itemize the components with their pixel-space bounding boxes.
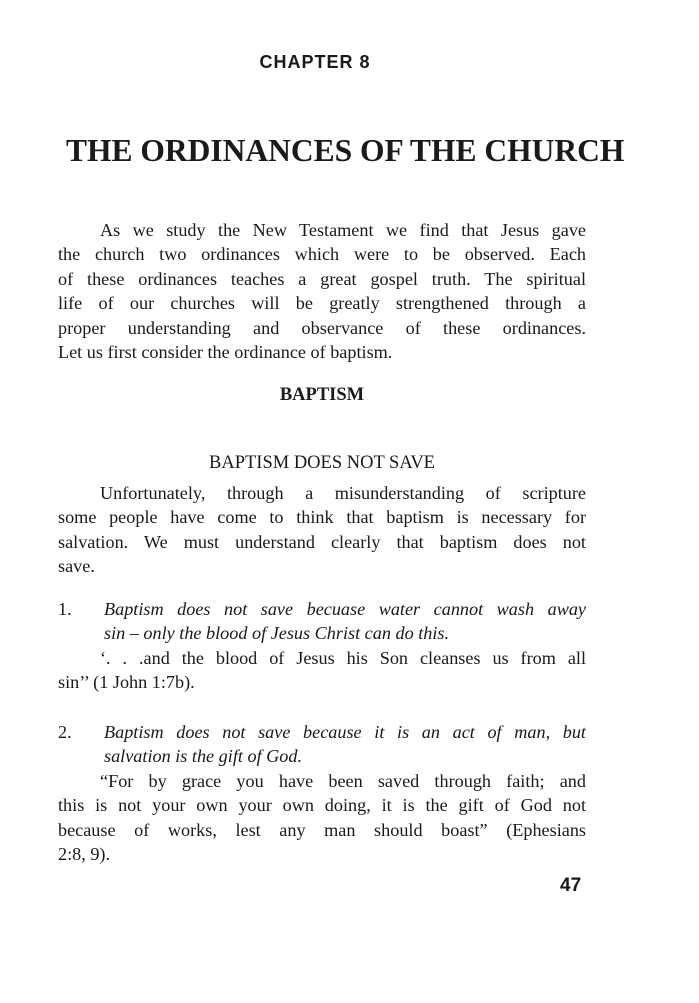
quote-line: ‘. . .and the blood of Jesus his Son cleanses us from all <box>100 647 586 668</box>
text-line: the church two ordinances which were to be observed. Each <box>58 244 586 265</box>
chapter-label: CHAPTER 8 <box>259 52 371 72</box>
point-statement-line: sin – only the blood of Jesus Christ can do this. <box>104 623 450 644</box>
quote-line: sin’’ (1 John 1:7b). <box>58 672 195 693</box>
point-statement-line: Baptism does not save because it is an act of man, but <box>104 722 586 742</box>
text-line: Let us first consider the ordinance of baptism. <box>58 341 393 362</box>
quote-line: 2:8, 9). <box>58 843 111 864</box>
text-line: Unfortunately, through a misunderstanding of scripture <box>100 483 586 503</box>
quote-line: “For by grace you have been saved through faith; and <box>100 770 586 791</box>
paragraph-2 <box>58 481 586 579</box>
quote-line: because of works, lest any man should boast” (Ephesians <box>58 819 586 840</box>
text-line: save. <box>58 556 95 577</box>
point-statement-line: salvation is the gift of God. <box>104 746 303 767</box>
section-heading: BAPTISM <box>279 385 365 405</box>
text-line: some people have come to think that baptism is necessary for <box>58 507 586 528</box>
point-1 <box>58 597 586 695</box>
point-statement-line: Baptism does not save becuase water cannot wash away <box>104 599 586 619</box>
point-number: 2. <box>58 722 72 742</box>
text-line: proper understanding and observance of these ordinances. <box>58 317 586 338</box>
text-line: of these ordinances teaches a great gospel truth. The spiritual <box>58 268 586 289</box>
point-2 <box>58 720 586 866</box>
quote-line: this is not your own your own doing, it is the gift of God not <box>58 795 586 816</box>
chapter-title: THE ORDINANCES OF THE CHURCH <box>66 133 625 168</box>
subheading: BAPTISM DOES NOT SAVE <box>209 453 435 473</box>
text-line: salvation. We must understand clearly that baptism does not <box>58 531 586 552</box>
point-number: 1. <box>58 599 72 619</box>
intro-paragraph <box>58 218 586 364</box>
page-number: 47 <box>560 875 582 896</box>
text-line: life of our churches will be greatly strengthened through a <box>58 293 586 314</box>
text-line: As we study the New Testament we find that Jesus gave <box>100 220 586 240</box>
